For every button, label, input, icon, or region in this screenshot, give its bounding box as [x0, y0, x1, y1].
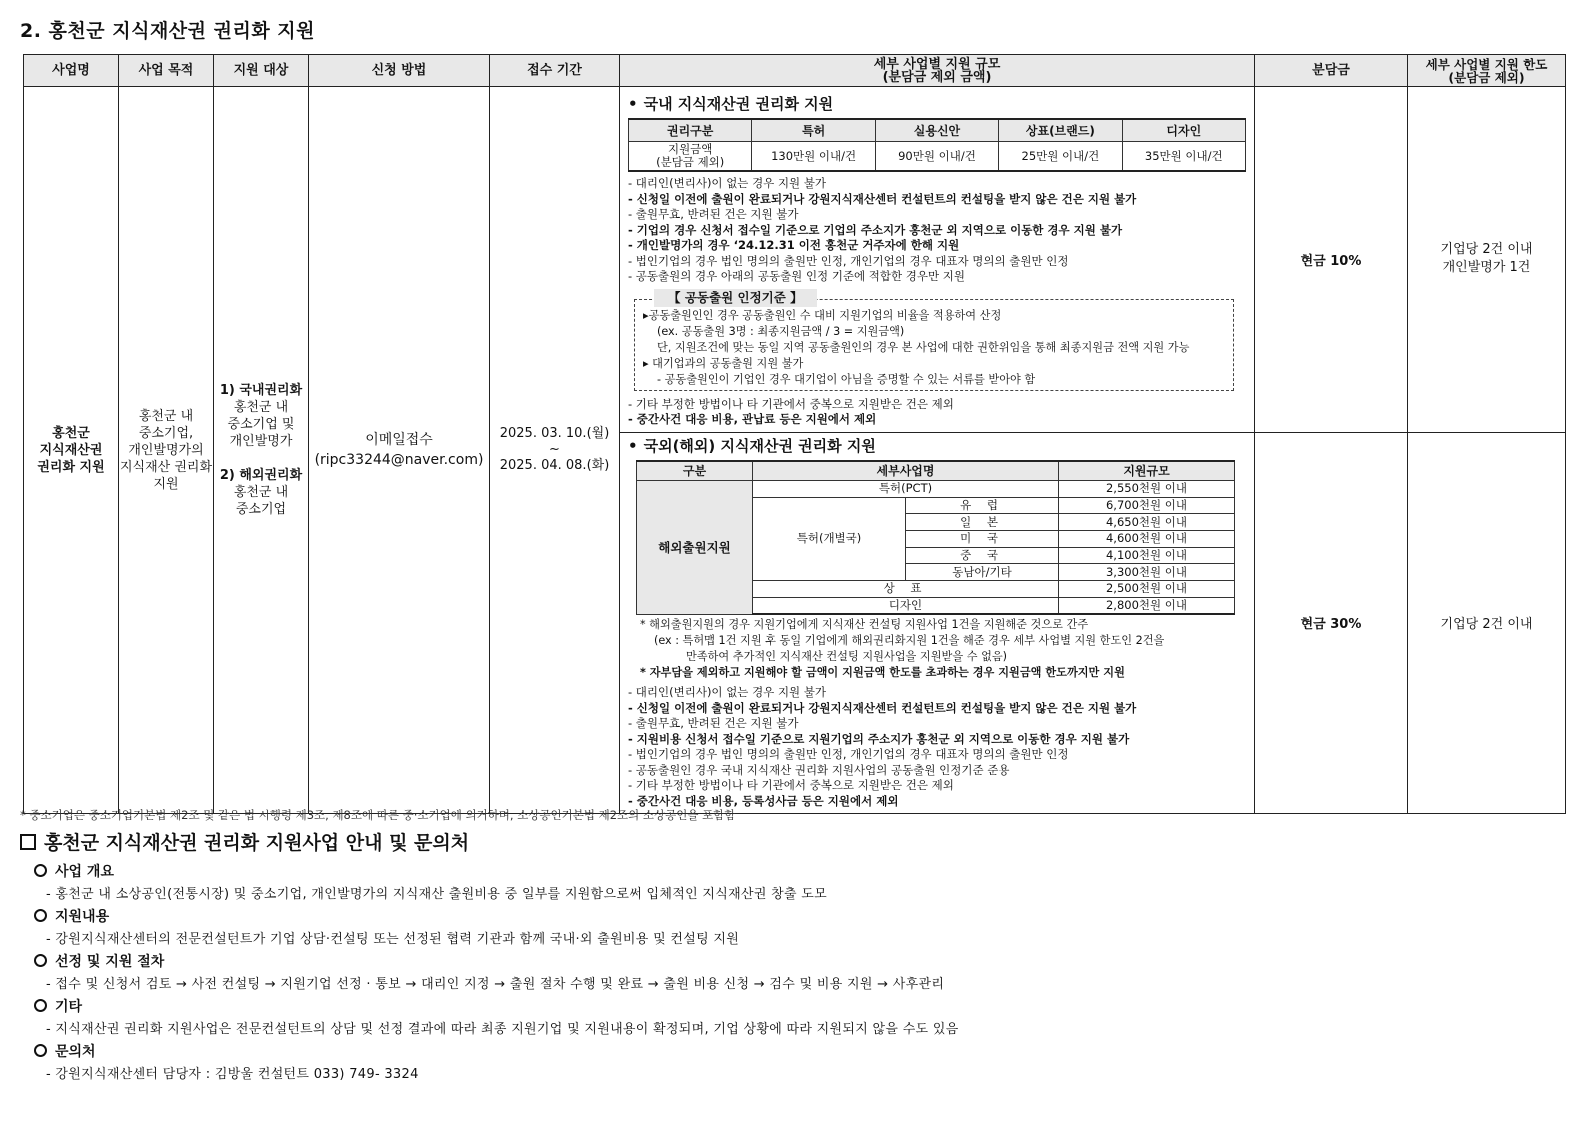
header-scale [620, 55, 1255, 87]
overseas-share-cell: 현금 30% [1255, 432, 1408, 814]
domestic-notes [628, 176, 1246, 285]
overseas-star-notes [640, 617, 1246, 681]
target-line: 홍천군 내 [233, 485, 289, 500]
overseas-header-row [637, 461, 1235, 481]
guide-item [34, 861, 959, 906]
country-name: 동남아/기타 [906, 564, 1059, 581]
support-table [23, 54, 1566, 814]
guide-item [34, 996, 959, 1041]
amount-patent: 130만원 이내/건 [752, 141, 875, 171]
circle-bullet-icon [34, 954, 47, 967]
note-line: - 기타 부정한 방법이나 타 기관에서 중복으로 지원받은 건은 제외 [628, 396, 954, 411]
note-line: - 공동출원인 경우 국내 지식재산 권리화 지원사업의 공동출원 인정기준 준용 [628, 762, 1010, 777]
purpose-line: 개인발명가의 [128, 442, 204, 458]
spacer [214, 450, 308, 467]
guide-heading-text: 홍천군 지식재산권 권리화 지원사업 안내 및 문의처 [44, 832, 470, 854]
header-share: 분담금 [1255, 55, 1408, 87]
limit-line: 개인발명가 1건 [1442, 260, 1531, 276]
domestic-section-title [628, 93, 1246, 114]
col-scale: 지원규모 [1059, 461, 1235, 481]
col-design: 디자인 [1122, 119, 1245, 141]
guide-item-title [34, 951, 959, 973]
note-line: - 공동출원의 경우 아래의 공동출원 인정 기준에 적합한 경우만 지원 [628, 269, 965, 283]
country-amount: 4,100천원 이내 [1059, 547, 1235, 564]
purpose-line: 지식재산 권리화 [119, 459, 213, 475]
joint-box-title: 【 공동출원 인정기준 】 [654, 289, 817, 307]
domestic-share-cell: 현금 10% [1255, 87, 1408, 433]
note-line: - 출원무효, 반려된 건은 지원 불가 [628, 716, 799, 730]
limit-line: 기업당 2건 이내 [1440, 242, 1533, 258]
period-end: 2025. 04. 08.(화) [499, 458, 610, 473]
guide-item [34, 1041, 959, 1086]
program-name-line: 지식재산권 [39, 442, 103, 458]
pct-label: 특허(PCT) [753, 481, 1059, 498]
note-line: - 기업의 경우 신청서 접수일 기준으로 기업의 주소지가 홍천군 외 지역으로 이동한 경우 지원 불가 [628, 222, 1123, 237]
header-limit [1408, 55, 1566, 87]
col-detail-name: 세부사업명 [753, 461, 1059, 481]
overseas-section-title [628, 435, 1246, 456]
domestic-amount-header [629, 119, 1246, 141]
guide-item-title-text: 기타 [55, 999, 83, 1015]
domestic-row [24, 87, 1566, 433]
domestic-amount-table [628, 118, 1246, 172]
joint-line: 단, 지원조건에 맞는 동일 지역 공동출원인의 경우 본 사업에 대한 권한위임을 통해 최종지원금 전액 지원 가능 [657, 340, 1190, 354]
guide-item [34, 906, 959, 951]
note-line: - 대리인(변리사)이 없는 경우 지원 불가 [628, 685, 827, 699]
table-header-row [24, 55, 1566, 87]
guide-item-desc: - 지식재산권 권리화 지원사업은 전문컨설턴트의 상담 및 선정 결과에 따라 최종 지원기업 및 지원내용이 확정되며, 기업 상황에 따라 지원되지 않을 수도 있음 [46, 1022, 959, 1037]
guide-item-title-text: 지원내용 [55, 909, 110, 925]
note-line: * 해외출원지원의 경우 지원기업에게 지식재산 컨설팅 지원사업 1건을 지원해준 것으로 간주 [640, 618, 1089, 631]
period-start: 2025. 03. 10.(월) [499, 426, 610, 441]
bullet-icon: • [628, 95, 638, 113]
note-line: - 신청일 이전에 출원이 완료되거나 강원지식재산센터 컨설턴트의 컨설팅을 받지 않은 건은 지원 불가 [628, 700, 1137, 715]
note-line: 만족하여 추가적인 지식재산 컨설팅 지원사업을 지원받을 수 없음) [686, 650, 1008, 663]
country-amount: 6,700천원 이내 [1059, 497, 1235, 514]
individual-patent-label: 특허(개별국) [753, 497, 906, 580]
target-line: 중소기업 [235, 502, 287, 517]
program-name-line: 권리화 지원 [37, 459, 105, 475]
domestic-limit-cell [1408, 87, 1566, 433]
target-overseas-title: 2) 해외권리화 [219, 468, 303, 483]
header-limit-line1: 세부 사업별 지원 한도 [1425, 56, 1548, 72]
guide-item-title-text: 선정 및 지원 절차 [55, 954, 165, 970]
note-line: - 개인발명가의 경우 ‘24.12.31 이전 홍천군 거주자에 한해 지원 [628, 238, 960, 252]
header-method: 신청 방법 [309, 55, 490, 87]
method-label: 이메일접수 [365, 432, 433, 448]
overseas-notes [628, 685, 1246, 809]
overseas-detail-cell [620, 432, 1255, 814]
note-line: - 중간사건 대응 비용, 관납료 등은 지원에서 제외 [628, 412, 877, 426]
circle-bullet-icon [34, 999, 47, 1012]
table-row [637, 481, 1235, 498]
purpose-cell [119, 87, 214, 814]
circle-bullet-icon [34, 1044, 47, 1057]
amount-design: 35만원 이내/건 [1122, 141, 1245, 171]
trademark-label: 상 표 [753, 581, 1059, 598]
guide-section [20, 828, 959, 1086]
bullet-icon: • [628, 436, 638, 455]
header-scale-line1: 세부 사업별 지원 규모 [873, 56, 1001, 72]
target-domestic-title: 1) 국내권리화 [219, 383, 303, 398]
guide-item-title [34, 1041, 959, 1063]
col-patent: 특허 [752, 119, 875, 141]
overseas-amount-table [636, 460, 1235, 616]
header-purpose: 사업 목적 [119, 55, 214, 87]
amount-trademark: 25만원 이내/건 [999, 141, 1122, 171]
program-name-cell [24, 87, 119, 814]
country-name: 일 본 [906, 514, 1059, 531]
amount-label-line2: (분담금 제외) [656, 154, 725, 169]
note-line: * 자부담을 제외하고 지원해야 할 금액이 지원금액 한도를 초과하는 경우 지원금액 한도까지만 지원 [640, 666, 1125, 679]
guide-heading [20, 828, 959, 855]
note-line: (ex : 특허맵 1건 지원 후 동일 기업에게 해외권리화지원 1건을 해준 경우 세부 사업별 지원 한도인 2건을 [654, 634, 1165, 647]
period-cell [490, 87, 620, 814]
country-name: 중 국 [906, 547, 1059, 564]
guide-item-desc: - 강원지식재산센터 담당자 : 김방울 컨설턴트 033) 749- 3324 [46, 1067, 419, 1082]
country-amount: 3,300천원 이내 [1059, 564, 1235, 581]
checkbox-square-icon [20, 834, 36, 850]
design-label: 디자인 [753, 597, 1059, 614]
guide-item-desc: - 접수 및 신청서 검토 → 사전 컨설팅 → 지원기업 선정 · 통보 → 대리인 지정 → 출원 절차 수행 및 완료 → 출원 비용 신청 → 검수 및 비용 지원 → 사후관리 [46, 977, 945, 992]
overseas-limit-cell: 기업당 2건 이내 [1408, 432, 1566, 814]
circle-bullet-icon [34, 909, 47, 922]
guide-item-title [34, 861, 959, 883]
joint-box-body [634, 299, 1234, 391]
country-amount: 4,650천원 이내 [1059, 514, 1235, 531]
joint-line: ▸공동출원인인 경우 공동출원인 수 대비 지원기업의 비율을 적용하여 산정 [643, 308, 1002, 322]
note-line: - 법인기업의 경우 법인 명의의 출원만 인정, 개인기업의 경우 대표자 명의의 출원만 인정 [628, 253, 1069, 268]
header-name: 사업명 [24, 55, 119, 87]
domestic-notes-2 [628, 397, 1246, 428]
purpose-line: 홍천군 내 [138, 408, 194, 424]
target-cell [214, 87, 309, 814]
header-target: 지원 대상 [214, 55, 309, 87]
joint-application-box [634, 289, 1238, 391]
method-email: (ripc33244@naver.com) [314, 452, 484, 468]
amount-utility: 90만원 이내/건 [875, 141, 998, 171]
joint-line: ▸ 대기업과의 공동출원 지원 불가 [643, 356, 804, 370]
note-line: - 중간사건 대응 비용, 등록성사금 등은 지원에서 제외 [628, 793, 899, 808]
target-line: 중소기업 및 [227, 417, 295, 432]
program-name-line: 홍천군 [52, 425, 90, 441]
period-tilde: ~ [549, 442, 560, 457]
guide-item-desc: - 강원지식재산센터의 전문컨설턴트가 기업 상담·컨설팅 또는 선정된 협력 기관과 함께 국내·외 출원비용 및 컨설팅 지원 [46, 932, 740, 947]
method-cell [309, 87, 490, 814]
guide-item-title [34, 996, 959, 1018]
joint-line: (ex. 공동출원 3명 : 최종지원금액 / 3 = 지원금액) [657, 324, 905, 338]
guide-item-title-text: 사업 개요 [55, 864, 114, 880]
col-trademark: 상표(브랜드) [999, 119, 1122, 141]
domestic-amount-row [629, 141, 1246, 171]
pct-amount: 2,550천원 이내 [1059, 481, 1235, 498]
country-amount: 4,600천원 이내 [1059, 531, 1235, 548]
joint-line: - 공동출원인이 기업인 경우 대기업이 아님을 증명할 수 있는 서류를 받아야 함 [657, 372, 1036, 386]
header-period: 접수 기간 [490, 55, 620, 87]
purpose-line: 지원 [153, 476, 179, 492]
note-line: - 법인기업의 경우 법인 명의의 출원만 인정, 개인기업의 경우 대표자 명의의 출원만 인정 [628, 747, 1069, 761]
overseas-title-text: 국외(해외) 지식재산권 권리화 지원 [643, 436, 876, 455]
target-line: 홍천군 내 [233, 400, 289, 415]
col-right-type: 권리구분 [629, 119, 752, 141]
design-amount: 2,800천원 이내 [1059, 597, 1235, 614]
overseas-category: 해외출원지원 [637, 481, 753, 615]
domestic-detail-cell [620, 87, 1255, 433]
target-line: 개인발명가 [229, 434, 293, 449]
purpose-line: 중소기업, [138, 425, 194, 441]
guide-item [34, 951, 959, 996]
note-line: - 기타 부정한 방법이나 타 기관에서 중복으로 지원받은 건은 제외 [628, 778, 954, 792]
header-scale-line2: (분담금 제외 금액) [882, 69, 992, 85]
amount-label-line1: 지원금액 [667, 141, 713, 156]
amount-label [629, 141, 752, 171]
domestic-title-text: 국내 지식재산권 권리화 지원 [643, 95, 834, 113]
guide-item-title-text: 문의처 [55, 1044, 96, 1060]
circle-bullet-icon [34, 864, 47, 877]
note-line: - 대리인(변리사)이 없는 경우 지원 불가 [628, 176, 827, 190]
country-name: 미 국 [906, 531, 1059, 548]
guide-item-desc: - 홍천군 내 소상공인(전통시장) 및 중소기업, 개인발명가의 지식재산 출원비용 중 일부를 지원함으로써 입체적인 지식재산권 창출 도모 [46, 887, 827, 902]
note-line: - 신청일 이전에 출원이 완료되거나 강원지식재산센터 컨설턴트의 컨설팅을 받지 않은 건은 지원 불가 [628, 191, 1137, 206]
page-title: 2. 홍천군 지식재산권 권리화 지원 [20, 20, 315, 42]
note-line: - 출원무효, 반려된 건은 지원 불가 [628, 207, 799, 221]
trademark-amount: 2,500천원 이내 [1059, 581, 1235, 598]
footnote: * 중소기업은 중소기업기본법 제2조 및 같은 법 시행령 제3조, 제8조에 따른 중·소기업에 의거하며, 소상공인기본법 제2조의 소상공인을 포함함 [20, 808, 736, 822]
col-utility: 실용신안 [875, 119, 998, 141]
note-line: - 지원비용 신청서 접수일 기준으로 지원기업의 주소지가 홍천군 외 지역으로 이동한 경우 지원 불가 [628, 731, 1130, 746]
header-limit-line2: (분담금 제외) [1448, 69, 1525, 85]
guide-item-title [34, 906, 959, 928]
country-name: 유 럽 [906, 497, 1059, 514]
col-category: 구분 [637, 461, 753, 481]
